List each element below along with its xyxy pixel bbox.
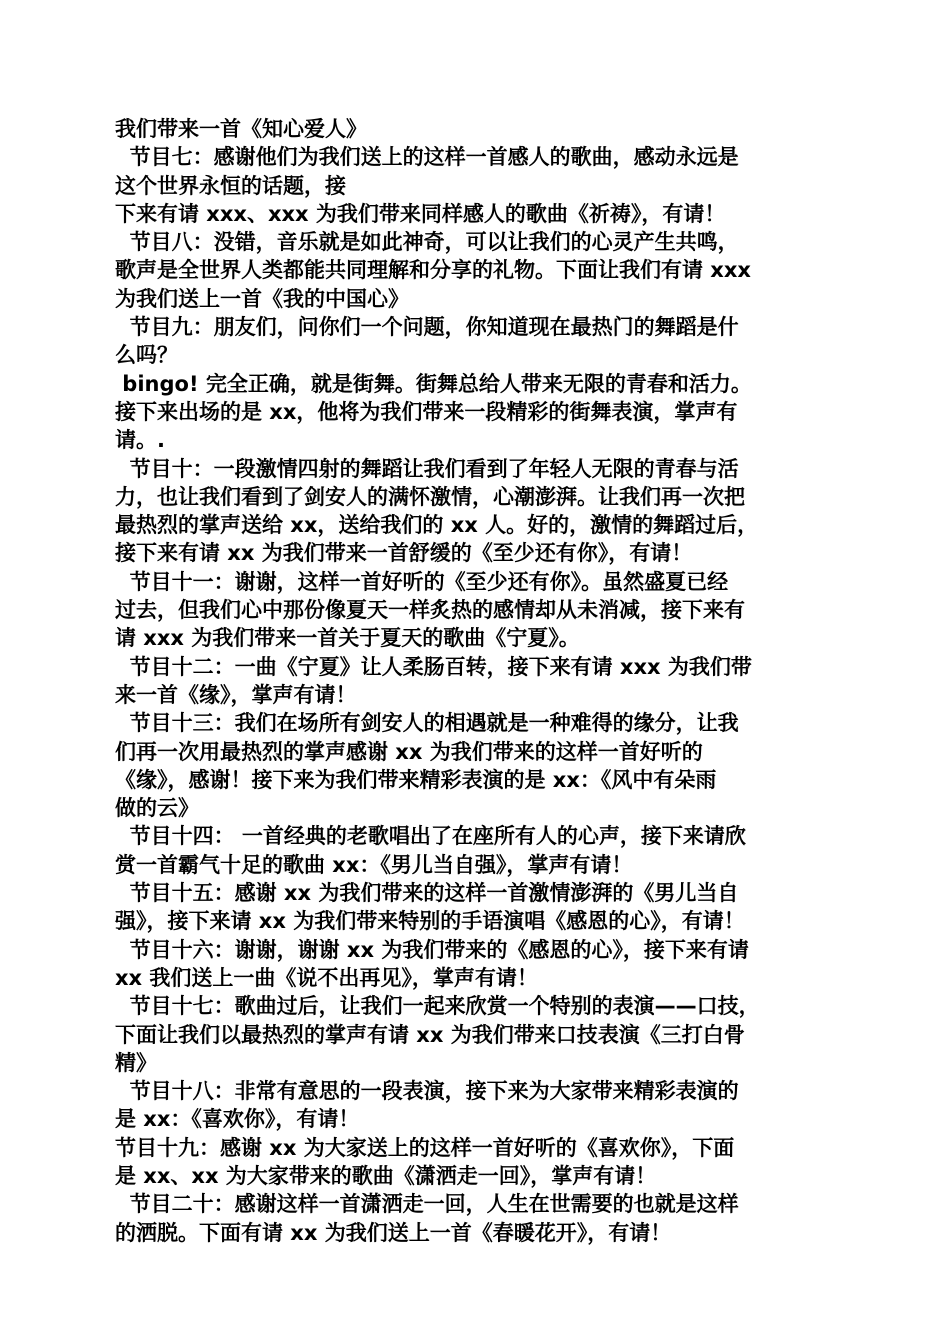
text-line: 节目十九：感谢 xx 为大家送上的这样一首好听的《喜欢你》，下面 <box>115 1135 735 1160</box>
paragraph-program-14 <box>115 822 835 879</box>
text-line: 节目七：感谢他们为我们送上的这样一首感人的歌曲，感动永远是 <box>115 145 739 170</box>
paragraph-program-7 <box>115 143 835 200</box>
text-line: 接下来有请 xx 为我们带来一首舒缓的《至少还有你》，有请！ <box>115 541 693 566</box>
text-line: 来一首《缘》，掌声有请！ <box>115 682 357 707</box>
paragraph-program-15 <box>115 879 835 936</box>
paragraph-program-8 <box>115 228 835 313</box>
text-line: 做的云》 <box>115 796 199 821</box>
text-line: 节目十七：歌曲过后，让我们一起来欣赏一个特别的表演——口技， <box>115 994 760 1019</box>
text-line: 么吗？ <box>115 343 178 368</box>
text-line: 精》 <box>115 1050 157 1075</box>
text-line: 为我们送上一首《我的中国心》 <box>115 286 409 311</box>
paragraph-program-9-answer <box>115 370 835 455</box>
text-line: 过去，但我们心中那份像夏天一样炙热的感情却从未消减，接下来有 <box>115 598 745 623</box>
paragraph-program-16 <box>115 936 835 993</box>
paragraph-program-18 <box>115 1077 835 1134</box>
text-line: 节目十四： 一首经典的老歌唱出了在座所有人的心声，接下来请欣 <box>115 824 746 849</box>
paragraph-program-7-cont <box>115 200 835 228</box>
text-line: 我们带来一首《知心爱人》 <box>115 117 367 141</box>
text-line: xx 我们送上一曲《说不出再见》，掌声有请！ <box>115 965 538 990</box>
text-line: 是 xx、xx 为大家带来的歌曲《潇洒走一回》，掌声有请！ <box>115 1163 657 1188</box>
text-line: 这个世界永恒的话题，接 <box>115 173 346 198</box>
text-line: 们再一次用最热烈的掌声感谢 xx 为我们带来的这样一首好听的 <box>115 739 703 764</box>
text-line: 节目十二：一曲《宁夏》让人柔肠百转，接下来有请 xxx 为我们带 <box>115 654 752 679</box>
text-line: 是 xx：《喜欢你》，有请！ <box>115 1107 360 1132</box>
text-line: 节目八：没错，音乐就是如此神奇，可以让我们的心灵产生共鸣， <box>115 230 739 255</box>
text-line: 赏一首霸气十足的歌曲 xx：《男儿当自强》，掌声有请！ <box>115 852 633 877</box>
text-line: 请。. <box>115 428 165 453</box>
text-line: 的洒脱。下面有请 xx 为我们送上一首《春暖花开》，有请！ <box>115 1220 672 1245</box>
text-line: 歌声是全世界人类都能共同理解和分享的礼物。下面让我们有请 xxx <box>115 258 751 283</box>
text-line: 下来有请 xxx、xxx 为我们带来同样感人的歌曲《祈祷》，有请！ <box>115 201 726 226</box>
text-line: 最热烈的掌声送给 xx，送给我们的 xx 人。好的，激情的舞蹈过后， <box>115 513 759 538</box>
text-line: 强》，接下来请 xx 为我们带来特别的手语演唱《感恩的心》，有请！ <box>115 909 745 934</box>
text-line: 节目十一：谢谢，这样一首好听的《至少还有你》。虽然盛夏已经 <box>115 569 729 594</box>
paragraph-program-19 <box>115 1134 835 1191</box>
paragraph-program-10 <box>115 455 835 568</box>
text-line: 下面让我们以最热烈的掌声有请 xx 为我们带来口技表演《三打白骨 <box>115 1022 745 1047</box>
paragraph-intro <box>115 115 835 143</box>
paragraph-program-17 <box>115 992 835 1077</box>
paragraph-program-9 <box>115 313 835 370</box>
text-line: 节目十：一段激情四射的舞蹈让我们看到了年轻人无限的青春与活 <box>115 456 739 481</box>
paragraph-program-12 <box>115 653 835 710</box>
document-body <box>115 115 835 1247</box>
paragraph-program-20 <box>115 1190 835 1247</box>
text-line: 节目十五：感谢 xx 为我们带来的这样一首激情澎湃的《男儿当自 <box>115 881 739 906</box>
text-line: 力，也让我们看到了剑安人的满怀激情，心潮澎湃。让我们再一次把 <box>115 484 745 509</box>
text-line: 节目九：朋友们，问你们一个问题，你知道现在最热门的舞蹈是什 <box>115 315 739 340</box>
text-line: 节目十八：非常有意思的一段表演，接下来为大家带来精彩表演的 <box>115 1079 739 1104</box>
text-line: 节目十三：我们在场所有剑安人的相遇就是一种难得的缘分，让我 <box>115 711 739 736</box>
paragraph-program-11 <box>115 568 835 653</box>
paragraph-program-13 <box>115 709 835 822</box>
text-line: bingo! 完全正确，就是街舞。街舞总给人带来无限的青春和活力。 <box>115 371 752 396</box>
text-line: 《缘》，感谢！接下来为我们带来精彩表演的是 xx：《风中有朵雨 <box>115 767 717 792</box>
text-line: 接下来出场的是 xx，他将为我们带来一段精彩的街舞表演，掌声有 <box>115 399 738 424</box>
text-line: 请 xxx 为我们带来一首关于夏天的歌曲《宁夏》。 <box>115 626 580 651</box>
text-line: 节目十六：谢谢，谢谢 xx 为我们带来的《感恩的心》，接下来有请 <box>115 937 749 962</box>
text-line: 节目二十：感谢这样一首潇洒走一回，人生在世需要的也就是这样 <box>115 1192 739 1217</box>
